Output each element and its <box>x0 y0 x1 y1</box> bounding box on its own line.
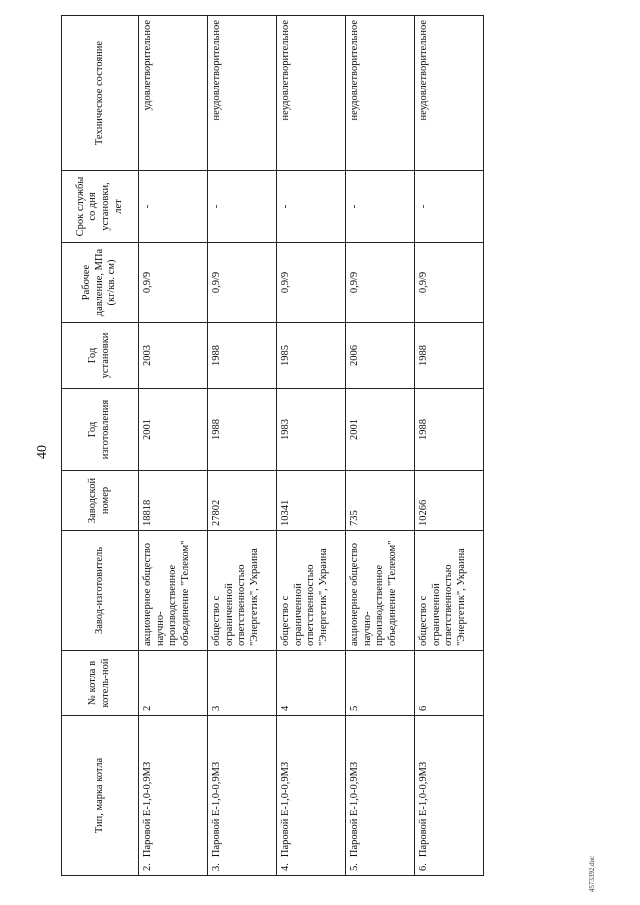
cell-service-life: - <box>415 171 484 243</box>
table-row <box>208 16 277 876</box>
cell-boiler-num: 4 <box>277 651 346 716</box>
cell-mark <box>415 716 484 876</box>
cell-tech-state: неудовлетворительное <box>346 16 415 171</box>
header-year-made: Год изготовления <box>62 389 139 471</box>
cell-service-life: - <box>277 171 346 243</box>
cell-serial: 10341 <box>277 471 346 531</box>
table-header-row <box>62 16 139 876</box>
cell-mark <box>346 716 415 876</box>
cell-manufacturer: общество с ограниченной ответственностью "Энергетик", Украина <box>415 531 484 651</box>
row-number: 4. <box>280 863 291 871</box>
cell-year-installed: 1988 <box>415 323 484 389</box>
cell-tech-state: неудовлетворительное <box>415 16 484 171</box>
cell-year-installed: 1985 <box>277 323 346 389</box>
header-boiler-num: № котла в котель-ной <box>62 651 139 716</box>
mark-text: Паровой Е-1,0-0,9МЗ <box>211 761 222 858</box>
cell-tech-state: неудовлетворительное <box>277 16 346 171</box>
header-mark: Тип, марка котла <box>62 716 139 876</box>
cell-year-installed: 2003 <box>139 323 208 389</box>
row-number: 6. <box>418 863 429 871</box>
mark-text: Паровой Е-1,0-0,9МЗ <box>418 761 429 858</box>
cell-pressure: 0,9/9 <box>277 243 346 323</box>
header-manufacturer: Завод-изготовитель <box>62 531 139 651</box>
cell-serial: 27802 <box>208 471 277 531</box>
table-row <box>346 16 415 876</box>
cell-year-made: 1983 <box>277 389 346 471</box>
header-serial: Заводской номер <box>62 471 139 531</box>
table-row <box>277 16 346 876</box>
cell-pressure: 0,9/9 <box>139 243 208 323</box>
cell-pressure: 0,9/9 <box>208 243 277 323</box>
cell-pressure: 0,9/9 <box>415 243 484 323</box>
cell-serial: 18818 <box>139 471 208 531</box>
cell-year-made: 1988 <box>208 389 277 471</box>
page-number: 40 <box>35 445 50 459</box>
cell-service-life: - <box>208 171 277 243</box>
mark-text: Паровой Е-1,0-0,9МЗ <box>280 761 291 858</box>
cell-tech-state: неудовлетворительное <box>208 16 277 171</box>
cell-year-made: 2001 <box>346 389 415 471</box>
header-service-life: Срок службы со дня установки, лет <box>62 171 139 243</box>
footer-doc-code: 4573392.doc <box>588 855 596 893</box>
row-number: 3. <box>211 863 222 871</box>
cell-year-installed: 2006 <box>346 323 415 389</box>
header-year-installed: Год установки <box>62 323 139 389</box>
cell-service-life: - <box>346 171 415 243</box>
cell-tech-state: удовлетворительное <box>139 16 208 171</box>
cell-serial: 735 <box>346 471 415 531</box>
table-row <box>415 16 484 876</box>
cell-manufacturer: общество с ограниченной ответственностью "Энергетик", Украина <box>277 531 346 651</box>
table-row <box>139 16 208 876</box>
row-number: 2. <box>142 863 153 871</box>
cell-mark <box>277 716 346 876</box>
cell-manufacturer: акционерное общество научно-производственное объединение "Телеком" <box>139 531 208 651</box>
cell-boiler-num: 3 <box>208 651 277 716</box>
cell-year-made: 1988 <box>415 389 484 471</box>
cell-boiler-num: 2 <box>139 651 208 716</box>
cell-service-life: - <box>139 171 208 243</box>
cell-mark <box>139 716 208 876</box>
rotated-table-container <box>61 16 496 876</box>
cell-boiler-num: 6 <box>415 651 484 716</box>
boiler-table <box>61 15 484 876</box>
cell-mark <box>208 716 277 876</box>
header-pressure: Рабочее давление, МПа (кг/кв. см) <box>62 243 139 323</box>
cell-boiler-num: 5 <box>346 651 415 716</box>
cell-manufacturer: акционерное общество научно-производственное объединение "Телеком" <box>346 531 415 651</box>
cell-pressure: 0,9/9 <box>346 243 415 323</box>
cell-year-made: 2001 <box>139 389 208 471</box>
cell-manufacturer: общество с ограниченной ответственностью "Энергетик", Украина <box>208 531 277 651</box>
cell-year-installed: 1988 <box>208 323 277 389</box>
mark-text: Паровой Е-1,0-0,9МЗ <box>349 761 360 858</box>
header-tech-state: Техническое состояние <box>62 16 139 171</box>
mark-text: Паровой Е-1,0-0,9МЗ <box>142 761 153 858</box>
cell-serial: 10266 <box>415 471 484 531</box>
row-number: 5. <box>349 863 360 871</box>
